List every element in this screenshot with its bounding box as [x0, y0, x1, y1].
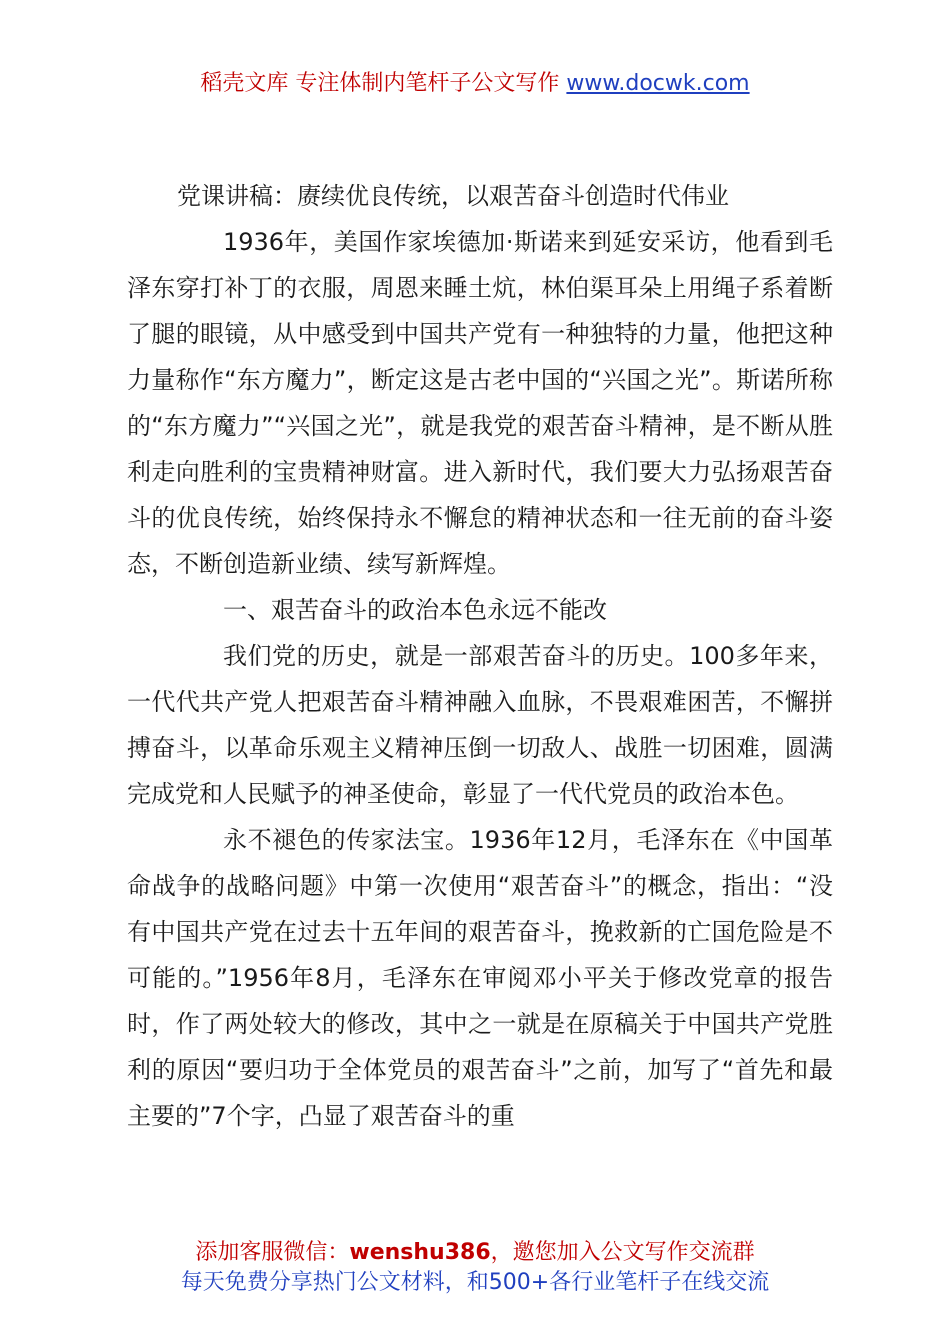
page-header	[0, 68, 950, 100]
section-paragraph-1: 我们党的历史，就是一部艰苦奋斗的历史。100多年来，一代代共产党人把艰苦奋斗精神融入血脉，不畏艰难困苦，不懈拼搏奋斗，以革命乐观主义精神压倒一切敌人、战胜一切困难，圆满完成党和人民赋予的神圣使命，彰显了一代代党员的政治本色。	[127, 642, 833, 808]
footer-contact-line	[0, 1238, 950, 1268]
header-site-link[interactable]: www.docwk.com	[566, 71, 750, 96]
footer-suffix: ，邀您加入公文写作交流群	[490, 1240, 755, 1265]
footer-wechat-id: wenshu386	[349, 1240, 491, 1265]
intro-paragraph: 1936年，美国作家埃德加·斯诺来到延安采访，他看到毛泽东穿打补丁的衣服，周恩来睡土炕，林伯渠耳朵上用绳子系着断了腿的眼镜，从中感受到中国共产党有一种独特的力量，他把这种力量称作“东方魔力”，断定这是古老中国的“兴国之光”。斯诺所称的“东方魔力”“兴国之光”，就是我党的艰苦奋斗精神，是不断从胜利走向胜利的宝贵精神财富。进入新时代，我们要大力弘扬艰苦奋斗的优良传统，始终保持永不懈怠的精神状态和一往无前的奋斗姿态，不断创造新业绩、续写新辉煌。	[127, 228, 833, 578]
document-title: 党课讲稿：赓续优良传统，以艰苦奋斗创造时代伟业	[177, 182, 729, 210]
footer-prefix: 添加客服微信：	[195, 1240, 350, 1265]
page-footer	[0, 1238, 950, 1298]
section-heading: 一、艰苦奋斗的政治本色永远不能改	[223, 596, 607, 624]
section-paragraph-2: 永不褪色的传家法宝。1936年12月，毛泽东在《中国革命战争的战略问题》中第一次使用“艰苦奋斗”的概念，指出：“没有中国共产党在过去十五年间的艰苦奋斗，挽救新的亡国危险是不可能的。”1956年8月，毛泽东在审阅邓小平关于修改党章的报告时，作了两处较大的修改，其中之一就是在原稿关于中国共产党胜利的原因“要归功于全体党员的艰苦奋斗”之前，加写了“首先和最主要的”7个字，凸显了艰苦奋斗的重	[127, 826, 833, 1130]
document-body	[127, 173, 833, 1139]
header-brand-text: 稻壳文库 专注体制内笔杆子公文写作	[200, 71, 567, 96]
footer-promo-line: 每天免费分享热门公文材料，和500+各行业笔杆子在线交流	[180, 1270, 770, 1295]
